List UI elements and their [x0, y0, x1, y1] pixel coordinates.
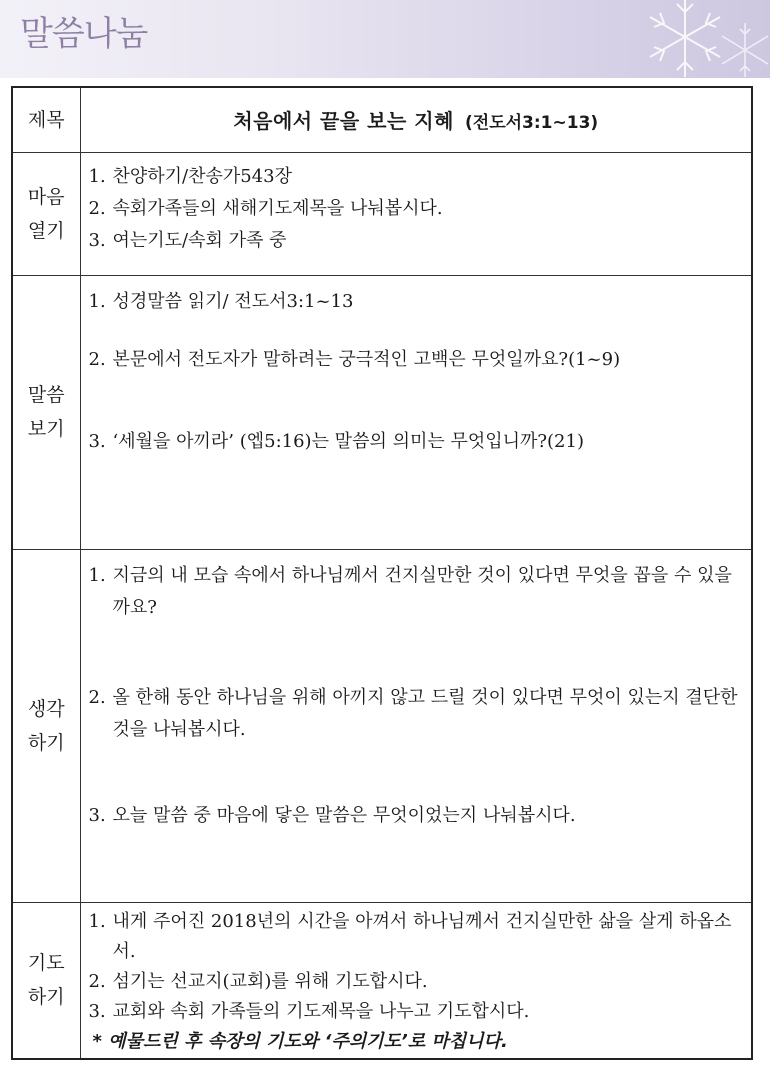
- label-line-1: 기도: [27, 952, 65, 975]
- title-label-text: 제목: [27, 108, 65, 131]
- title-row: [12, 87, 752, 152]
- item-number: 2.: [88, 686, 106, 708]
- list-item: [81, 560, 752, 624]
- list-item: [81, 193, 752, 225]
- section-label-read: [12, 275, 80, 549]
- item-text: 내게 주어진 2018년의 시간을 아껴서 하나님께서 건지실만한 삶을 살게 하옵소서.: [112, 910, 732, 962]
- list-item: [81, 225, 752, 257]
- item-number: 3.: [88, 804, 106, 826]
- title-cell: [80, 87, 752, 152]
- label-line-1: 마음: [27, 185, 65, 208]
- sermon-sheet: [0, 78, 770, 1067]
- item-text: 성경말씀 읽기/ 전도서3:1~13: [112, 290, 354, 312]
- item-number: 2.: [88, 348, 106, 370]
- item-number: 2.: [88, 970, 106, 992]
- label-line-2: 하기: [27, 986, 65, 1009]
- item-number: 1.: [88, 910, 106, 932]
- list-item: [81, 907, 752, 967]
- label-line-2: 하기: [27, 731, 65, 754]
- section-pray: [12, 902, 752, 1059]
- section-content-pray: [80, 902, 752, 1059]
- item-number: 2.: [88, 197, 106, 219]
- section-think: [12, 549, 752, 902]
- title-label: [12, 87, 80, 152]
- list-item: [81, 967, 752, 997]
- header-banner: [0, 0, 770, 78]
- closing-note: * 예물드린 후 속장의 기도와 ‘주의기도’로 마칩니다.: [92, 1030, 508, 1052]
- list-item: [81, 286, 752, 318]
- item-number: 3.: [88, 229, 106, 251]
- item-number: 1.: [88, 564, 106, 586]
- section-content-open: [80, 152, 752, 275]
- banner-title: 말씀나눔: [20, 14, 148, 54]
- item-text: 여는기도/속회 가족 중: [112, 229, 287, 251]
- item-text: ‘세월을 아끼라’ (엡5:16)는 말씀의 의미는 무엇입니까?(21): [112, 430, 584, 452]
- list-item: [81, 800, 752, 832]
- label-line-1: 생각: [27, 697, 65, 720]
- item-number: 1.: [88, 165, 106, 187]
- sermon-table: [11, 86, 753, 1060]
- item-text: 오늘 말씀 중 마음에 닿은 말씀은 무엇이었는지 나눠봅시다.: [112, 804, 576, 826]
- section-content-read: [80, 275, 752, 549]
- list-item: [81, 161, 752, 193]
- item-text: 본문에서 전도자가 말하려는 궁극적인 고백은 무엇일까요?(1~9): [112, 348, 621, 370]
- list-item: [81, 426, 752, 458]
- label-line-2: 열기: [27, 219, 65, 242]
- item-number: 3.: [88, 1000, 106, 1022]
- section-content-think: [80, 549, 752, 902]
- item-text: 섬기는 선교지(교회)를 위해 기도합시다.: [112, 970, 428, 992]
- sermon-title: 처음에서 끝을 보는 지혜: [233, 109, 454, 134]
- list-item: [81, 997, 752, 1027]
- item-text: 지금의 내 모습 속에서 하나님께서 건지실만한 것이 있다면 무엇을 꼽을 수 있을까요?: [112, 564, 732, 618]
- item-text: 속회가족들의 새해기도제목을 나눠봅시다.: [112, 197, 443, 219]
- snowflake-icon: [715, 20, 770, 78]
- section-label-open: [12, 152, 80, 275]
- list-item: [81, 682, 752, 746]
- item-text: 찬양하기/찬송가543장: [112, 165, 293, 187]
- section-label-think: [12, 549, 80, 902]
- item-number: 3.: [88, 430, 106, 452]
- scripture-reference: (전도서3:1~13): [465, 113, 599, 134]
- label-line-2: 보기: [27, 418, 65, 440]
- item-text: 교회와 속회 가족들의 기도제목을 나누고 기도합시다.: [112, 1000, 530, 1022]
- section-label-pray: [12, 902, 80, 1059]
- section-read: [12, 275, 752, 549]
- item-number: 1.: [88, 290, 106, 312]
- label-line-1: 말씀: [27, 384, 65, 406]
- section-open: [12, 152, 752, 275]
- list-item: [81, 344, 752, 376]
- item-text: 올 한해 동안 하나님을 위해 아끼지 않고 드릴 것이 있다면 무엇이 있는지 결단한 것을 나눠봅시다.: [112, 686, 738, 740]
